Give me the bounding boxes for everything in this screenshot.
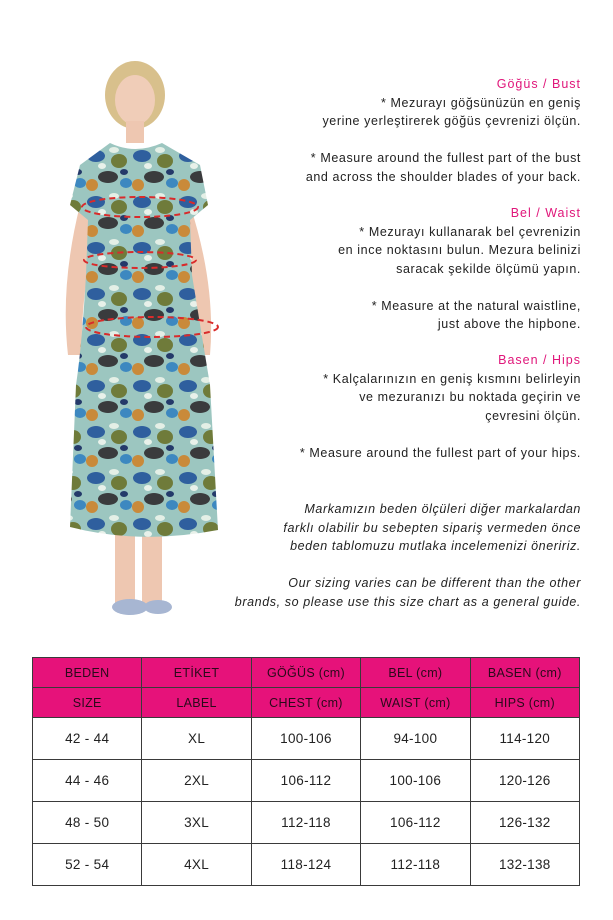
- header-cell: BEL (cm): [361, 658, 470, 688]
- table-cell: 112-118: [361, 844, 470, 886]
- table-cell: 132-138: [470, 844, 579, 886]
- waist-section: [338, 204, 581, 334]
- table-cell: XL: [142, 718, 251, 760]
- note-en-line-2: brands, so please use this size chart as a general guide.: [234, 594, 581, 609]
- bust-en-line-2: and across the shoulder blades of your back.: [305, 169, 581, 184]
- table-cell: 100-106: [251, 718, 360, 760]
- note-tr-line-1: Markamızın beden ölçüleri diğer markalardan: [304, 502, 581, 516]
- bust-tr-line-1: * Mezurayı göğsünüzün en geniş: [380, 95, 581, 110]
- bust-heading: Göğüs / Bust: [496, 77, 581, 91]
- waist-tr-line-2: en ince noktasını bulun. Mezura belinizi: [338, 243, 581, 257]
- waist-en-line-1: * Measure at the natural waistline,: [371, 298, 581, 313]
- table-cell: 42 - 44: [33, 718, 142, 760]
- table-row: [33, 760, 580, 802]
- note-en-line-1: Our sizing varies can be different than the other: [288, 576, 581, 590]
- header-cell: BEDEN: [33, 658, 142, 688]
- header-cell: HIPS (cm): [470, 688, 579, 718]
- waist-en-line-2: just above the hipbone.: [437, 317, 581, 331]
- table-cell: 48 - 50: [33, 802, 142, 844]
- header-cell: ETİKET: [142, 658, 251, 688]
- bust-en-line-1: * Measure around the fullest part of the bust: [310, 151, 581, 165]
- table-cell: 52 - 54: [33, 844, 142, 886]
- table-row: [33, 802, 580, 844]
- waist-tr-line-1: * Mezurayı kullanarak bel çevrenizin: [359, 224, 581, 239]
- table-cell: 120-126: [470, 760, 579, 802]
- table-row: [33, 718, 580, 760]
- note-tr-line-3: beden tablomuzu mutlaka incelemenizi öneririz.: [290, 539, 581, 553]
- table-header-tr: [33, 658, 580, 688]
- hips-tr-line-2: ve mezuranızı bu noktada geçirin ve: [359, 390, 581, 404]
- table-cell: 94-100: [361, 718, 470, 760]
- table-cell: 4XL: [142, 844, 251, 886]
- model-photo: [40, 55, 240, 645]
- table-row: [33, 844, 580, 886]
- table-cell: 106-112: [361, 802, 470, 844]
- header-cell: SIZE: [33, 688, 142, 718]
- bust-section: [306, 75, 581, 186]
- hips-tr-line-1: * Kalçalarınızın en geniş kısmını belirleyin: [323, 371, 581, 386]
- sizing-note: [235, 500, 581, 611]
- table-cell: 2XL: [142, 760, 251, 802]
- header-cell: GÖĞÜS (cm): [251, 658, 360, 688]
- waist-tr-line-3: saracak şekilde ölçümü yapın.: [396, 261, 581, 276]
- header-cell: WAIST (cm): [361, 688, 470, 718]
- table-cell: 118-124: [251, 844, 360, 886]
- hips-tr-line-3: çevresini ölçün.: [485, 408, 581, 423]
- hips-section: [300, 351, 581, 462]
- model-illustration: [40, 55, 240, 645]
- table-cell: 126-132: [470, 802, 579, 844]
- table-cell: 100-106: [361, 760, 470, 802]
- table-cell: 44 - 46: [33, 760, 142, 802]
- table-cell: 112-118: [251, 802, 360, 844]
- waist-heading: Bel / Waist: [510, 206, 581, 220]
- table-cell: 114-120: [470, 718, 579, 760]
- hips-en-line-1: * Measure around the fullest part of your hips.: [299, 445, 581, 460]
- table-cell: 106-112: [251, 760, 360, 802]
- header-cell: BASEN (cm): [470, 658, 579, 688]
- header-cell: LABEL: [142, 688, 251, 718]
- size-chart-table: [32, 657, 580, 886]
- hips-heading: Basen / Hips: [498, 353, 581, 367]
- header-cell: CHEST (cm): [251, 688, 360, 718]
- note-tr-line-2: farklı olabilir bu sebepten sipariş vermeden önce: [283, 520, 581, 535]
- bust-tr-line-2: yerine yerleştirerek göğüs çevrenizi ölçün.: [322, 114, 581, 128]
- table-header-en: [33, 688, 580, 718]
- table-cell: 3XL: [142, 802, 251, 844]
